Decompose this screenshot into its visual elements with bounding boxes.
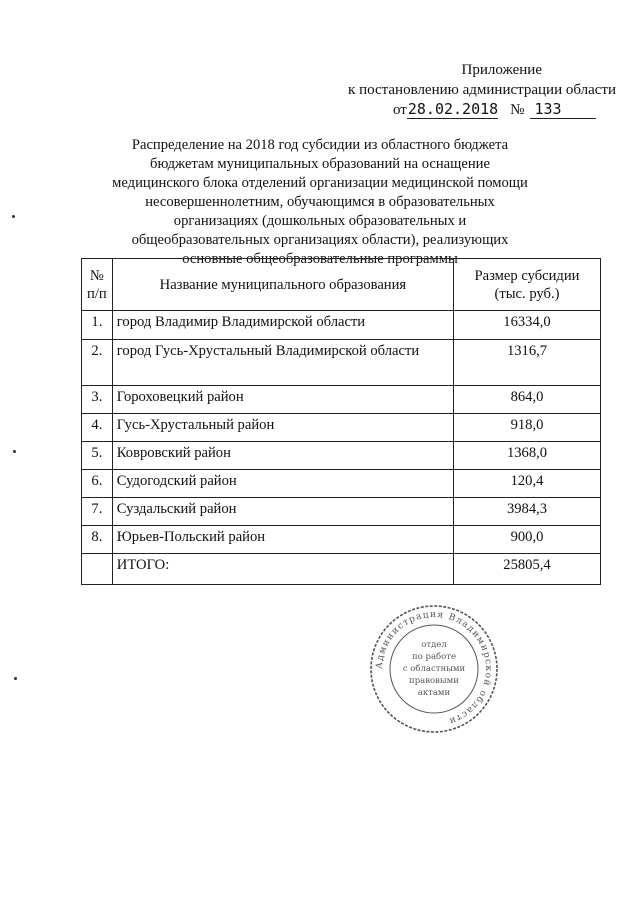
row-amount: 1368,0	[454, 442, 601, 470]
table-row	[82, 470, 601, 498]
row-amount: 16334,0	[454, 311, 601, 340]
row-number: 3.	[82, 386, 113, 414]
header-municipality: Название муниципального образования	[112, 259, 453, 311]
row-number: 2.	[82, 340, 113, 386]
row-municipality: Гороховецкий район	[112, 386, 453, 414]
row-municipality: Судогодский район	[112, 470, 453, 498]
row-amount: 864,0	[454, 386, 601, 414]
row-amount: 120,4	[454, 470, 601, 498]
official-seal-stamp	[368, 603, 500, 735]
scan-speck	[14, 677, 17, 680]
row-municipality: Юрьев-Польский район	[112, 526, 453, 554]
row-amount: 900,0	[454, 526, 601, 554]
total-number-cell	[82, 554, 113, 585]
seal-line: по работе	[412, 652, 456, 662]
seal-outer-text: Администрация Владимирской области	[374, 609, 494, 726]
document-title: Распределение на 2018 год субсидии из областного бюджета бюджетам муниципальных образований на оснащение медицинского блока отделений организации медицинской помощи несовершеннолетним, обучающимся в образовательных организациях (дошкольных образовательных и общеобразовательных организациях области), реализующих основные общеобразовательные программы	[112, 137, 528, 267]
date-prefix: от	[393, 102, 407, 118]
row-municipality: Гусь-Хрустальный район	[112, 414, 453, 442]
appendix-label: Приложение	[461, 62, 542, 78]
table-row	[82, 414, 601, 442]
table-row	[82, 526, 601, 554]
resolution-number: 133	[530, 100, 596, 119]
row-number: 6.	[82, 470, 113, 498]
row-number: 7.	[82, 498, 113, 526]
scan-speck	[12, 215, 15, 218]
total-amount: 25805,4	[454, 554, 601, 585]
total-label: ИТОГО:	[112, 554, 453, 585]
row-number: 4.	[82, 414, 113, 442]
seal-line: правовыми	[409, 676, 459, 686]
table-row	[82, 340, 601, 386]
header-number: № п/п	[82, 259, 113, 311]
resolution-reference: к постановлению администрации области	[348, 82, 616, 98]
table-row	[82, 311, 601, 340]
row-amount: 3984,3	[454, 498, 601, 526]
table-header-row	[82, 259, 601, 311]
row-amount: 1316,7	[454, 340, 601, 386]
row-number: 8.	[82, 526, 113, 554]
row-municipality: город Владимир Владимирской области	[112, 311, 453, 340]
subsidy-table	[81, 258, 601, 585]
seal-line: отдел	[421, 640, 447, 650]
row-municipality: Суздальский район	[112, 498, 453, 526]
scan-speck	[13, 450, 16, 453]
row-municipality: Ковровский район	[112, 442, 453, 470]
row-municipality: город Гусь-Хрустальный Владимирской области	[112, 340, 453, 386]
row-amount: 918,0	[454, 414, 601, 442]
table-row	[82, 386, 601, 414]
table-total-row	[82, 554, 601, 585]
table-row	[82, 442, 601, 470]
number-label: №	[510, 102, 525, 118]
seal-line: актами	[417, 688, 451, 698]
header-subsidy-amount: Размер субсидии (тыс. руб.)	[454, 259, 601, 311]
resolution-date: 28.02.2018	[407, 100, 499, 118]
row-number: 5.	[82, 442, 113, 470]
seal-line: с областными	[402, 664, 466, 674]
table-row	[82, 498, 601, 526]
row-number: 1.	[82, 311, 113, 340]
resolution-date-number	[393, 100, 596, 119]
